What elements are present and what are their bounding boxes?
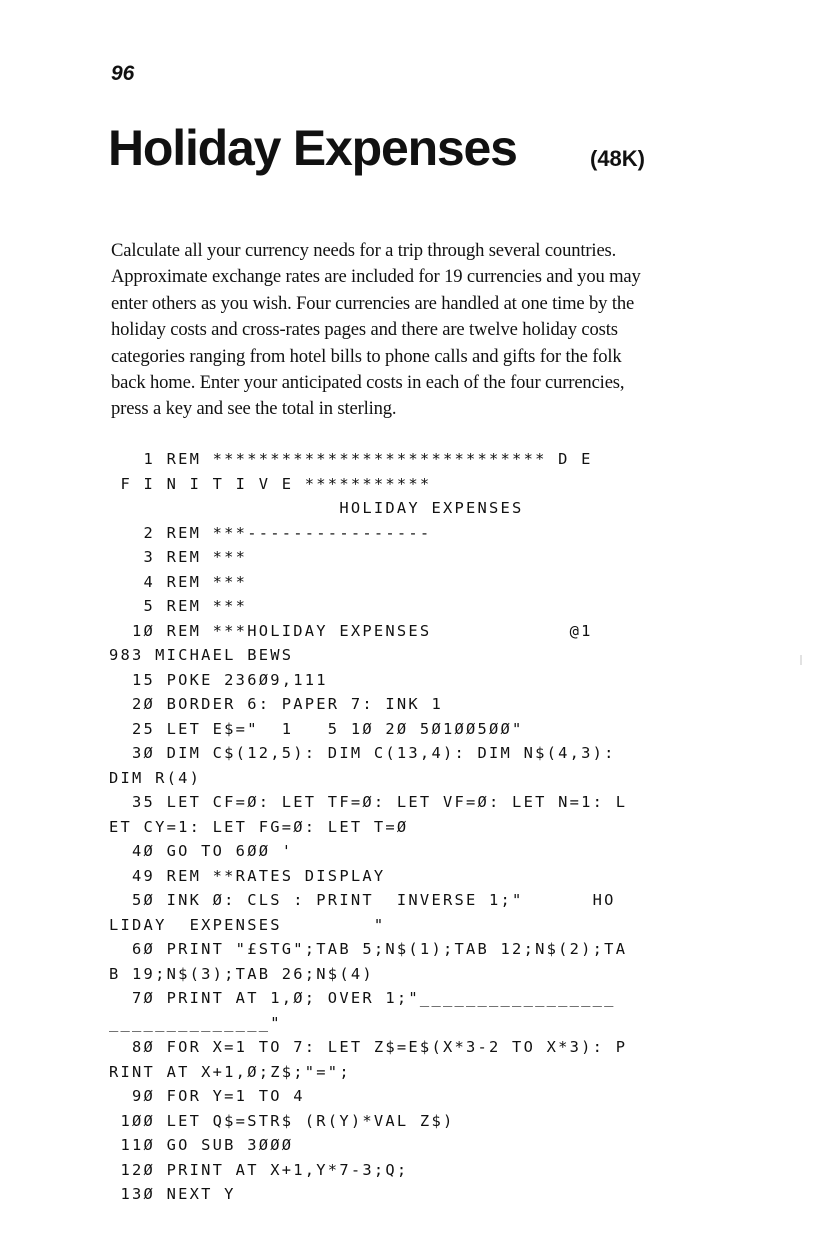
code-line: RINT AT X+1,Ø;Z$;"="; xyxy=(109,1062,351,1081)
code-line: 4Ø GO TO 6ØØ ' xyxy=(109,842,294,860)
code-line: 7Ø PRINT AT 1,Ø; OVER 1;"_________________ xyxy=(109,989,616,1007)
intro-line: holiday costs and cross-rates pages and there are twelve holiday costs xyxy=(111,319,618,341)
intro-line: categories ranging from hotel bills to phone calls and gifts for the folk xyxy=(111,345,622,367)
intro-paragraph xyxy=(111,238,721,423)
intro-line: Approximate exchange rates are included for 19 currencies and you may xyxy=(111,266,641,288)
code-line: 15 POKE 236Ø9,111 xyxy=(109,670,328,689)
code-line: 8Ø FOR X=1 TO 7: LET Z$=E$(X*3-2 TO X*3): P xyxy=(109,1038,628,1056)
intro-line: Calculate all your currency needs for a trip through several countries. xyxy=(111,240,617,261)
memory-requirement: (48K) xyxy=(590,146,646,171)
code-line: 2 REM ***---------------- xyxy=(109,523,432,542)
code-line: 12Ø PRINT AT X+1,Y*7-3;Q; xyxy=(109,1160,409,1179)
code-line: HOLIDAY EXPENSES xyxy=(109,499,524,517)
intro-line: press a key and see the total in sterling. xyxy=(111,398,397,420)
code-line: ______________" xyxy=(109,1013,282,1032)
code-line: 9Ø FOR Y=1 TO 4 xyxy=(109,1087,305,1105)
code-line: 983 MICHAEL BEWS xyxy=(109,646,294,664)
margin-mark xyxy=(800,655,802,665)
code-line: 2Ø BORDER 6: PAPER 7: INK 1 xyxy=(109,695,443,713)
code-line: 1 REM ***************************** D E xyxy=(109,450,593,468)
code-line: 1ØØ LET Q$=STR$ (R(Y)*VAL Z$) xyxy=(109,1111,455,1130)
code-line: F I N I T I V E *********** xyxy=(109,474,432,493)
code-line: 49 REM **RATES DISPLAY xyxy=(109,866,386,885)
code-line: 5 REM *** xyxy=(109,597,248,615)
code-line: 3Ø DIM C$(12,5): DIM C(13,4): DIM N$(4,3): xyxy=(109,744,616,762)
code-line: 3 REM *** xyxy=(109,548,248,566)
code-line: 5Ø INK Ø: CLS : PRINT INVERSE 1;" HO xyxy=(109,891,616,909)
code-line: 11Ø GO SUB 3ØØØ xyxy=(109,1136,294,1154)
intro-line: back home. Enter your anticipated costs in each of the four currencies, xyxy=(111,372,625,394)
code-line: 35 LET CF=Ø: LET TF=Ø: LET VF=Ø: LET N=1: L xyxy=(109,793,628,811)
code-line: DIM R(4) xyxy=(109,768,202,787)
page-title: Holiday Expenses xyxy=(108,120,517,176)
code-line: LIDAY EXPENSES " xyxy=(109,915,386,934)
code-line: 6Ø PRINT "£STG";TAB 5;N$(1);TAB 12;N$(2);TA xyxy=(109,940,628,958)
program-listing xyxy=(109,447,739,1207)
intro-line: enter others as you wish. Four currencies are handled at one time by the xyxy=(111,292,635,314)
code-line: 4 REM *** xyxy=(109,572,248,591)
code-line: 25 LET E$=" 1 5 1Ø 2Ø 5Ø1ØØ5ØØ" xyxy=(109,719,524,738)
code-line: B 19;N$(3);TAB 26;N$(4) xyxy=(109,964,374,983)
code-line: 1Ø REM ***HOLIDAY EXPENSES @1 xyxy=(109,621,593,640)
page-number: 96 xyxy=(111,62,135,85)
code-line: 13Ø NEXT Y xyxy=(109,1185,236,1203)
code-line: ET CY=1: LET FG=Ø: LET T=Ø xyxy=(109,817,409,836)
